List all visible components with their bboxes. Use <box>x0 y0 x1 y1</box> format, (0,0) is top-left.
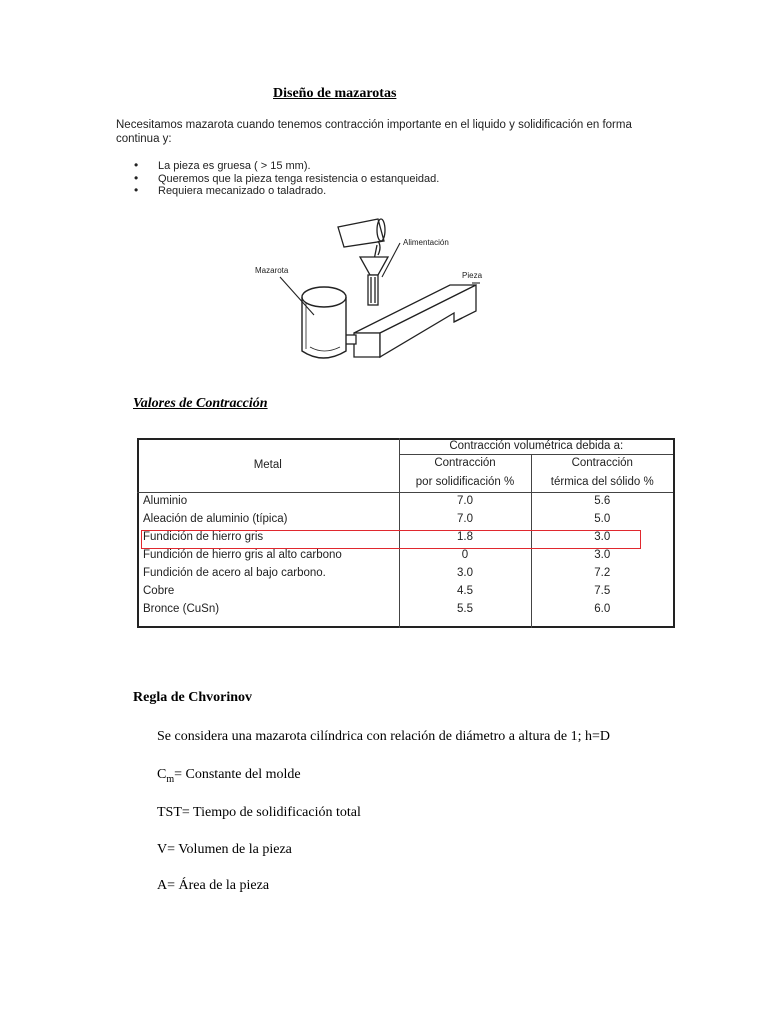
table-header-col1: Contracción <box>399 454 531 472</box>
volume-definition: V= Volumen de la pieza <box>157 842 292 857</box>
table-header-metal: Metal <box>137 438 399 492</box>
table-row <box>137 582 673 600</box>
table-row <box>137 492 673 510</box>
table-cell-solid: 5.5 <box>399 600 531 618</box>
list-item: • Queremos que la pieza tenga resistencia o estanqueidad. <box>134 173 439 186</box>
cm-definition <box>157 767 301 785</box>
cylinder-description: Se considera una mazarota cilíndrica con relación de diámetro a altura de 1; h=D <box>157 729 610 744</box>
riser-label: Mazarota <box>255 266 289 275</box>
ladle-illustration <box>338 219 385 255</box>
table-cell-thermal: 3.0 <box>531 546 673 564</box>
cm-symbol: C <box>157 767 167 782</box>
table-cell-metal: Aluminio <box>143 495 188 508</box>
table-row <box>137 510 673 528</box>
table-cell-metal: Fundición de hierro gris al alto carbono <box>143 549 342 561</box>
table-cell-thermal: 5.0 <box>531 510 673 528</box>
conditions-list <box>134 160 439 198</box>
table-header-col2-sub: térmica del sólido % <box>531 472 673 492</box>
table-row <box>137 600 673 618</box>
chvorinov-heading: Regla de Chvorinov <box>133 690 252 705</box>
piece-label: Pieza <box>462 271 483 280</box>
contraction-section-heading: Valores de Contracción <box>133 396 268 411</box>
intro-text: Necesitamos mazarota cuando tenemos contracción importante en el liquido y solidificación en forma continua y: <box>116 119 632 145</box>
table-cell-thermal: 7.5 <box>531 582 673 600</box>
table-cell-metal: Cobre <box>143 585 175 597</box>
riser-diagram <box>250 215 490 375</box>
list-item: • Requiera mecanizado o taladrado. <box>134 185 439 198</box>
table-cell-metal: Fundición de acero al bajo carbono. <box>143 567 326 579</box>
sprue-illustration <box>360 257 388 305</box>
table-cell-solid: 0 <box>399 546 531 564</box>
riser-cylinder-illustration <box>302 287 346 358</box>
table-header-col2: Contracción <box>531 454 673 472</box>
area-definition: A= Área de la pieza <box>157 878 270 893</box>
table-header-group: Contracción volumétrica debida a: <box>399 438 673 454</box>
table-cell-metal: Aleación de aluminio (típica) <box>143 513 288 525</box>
table-cell-metal: Bronce (CuSn) <box>143 603 220 615</box>
table-cell-metal: Fundición de hierro gris <box>143 531 264 543</box>
feed-label: Alimentación <box>403 238 449 247</box>
table-cell-thermal: 3.0 <box>531 528 673 546</box>
table-cell-thermal: 6.0 <box>531 600 673 618</box>
tst-definition: TST= Tiempo de solidificación total <box>157 805 361 820</box>
table-header-col1-sub: por solidificación % <box>399 472 531 492</box>
cm-subscript: m <box>166 773 175 785</box>
cm-text: = Constante del molde <box>174 767 301 782</box>
table-cell-solid: 7.0 <box>399 510 531 528</box>
list-item: • La pieza es gruesa ( > 15 mm). <box>134 160 439 173</box>
table-cell-solid: 3.0 <box>399 564 531 582</box>
table-cell-solid: 4.5 <box>399 582 531 600</box>
table-cell-solid: 1.8 <box>399 528 531 546</box>
highlighted-row-box <box>141 530 641 549</box>
table-cell-thermal: 5.6 <box>531 492 673 510</box>
table-cell-thermal: 7.2 <box>531 564 673 582</box>
table-cell-solid: 7.0 <box>399 492 531 510</box>
table-row <box>137 564 673 582</box>
document-title: Diseño de mazarotas <box>273 86 397 101</box>
